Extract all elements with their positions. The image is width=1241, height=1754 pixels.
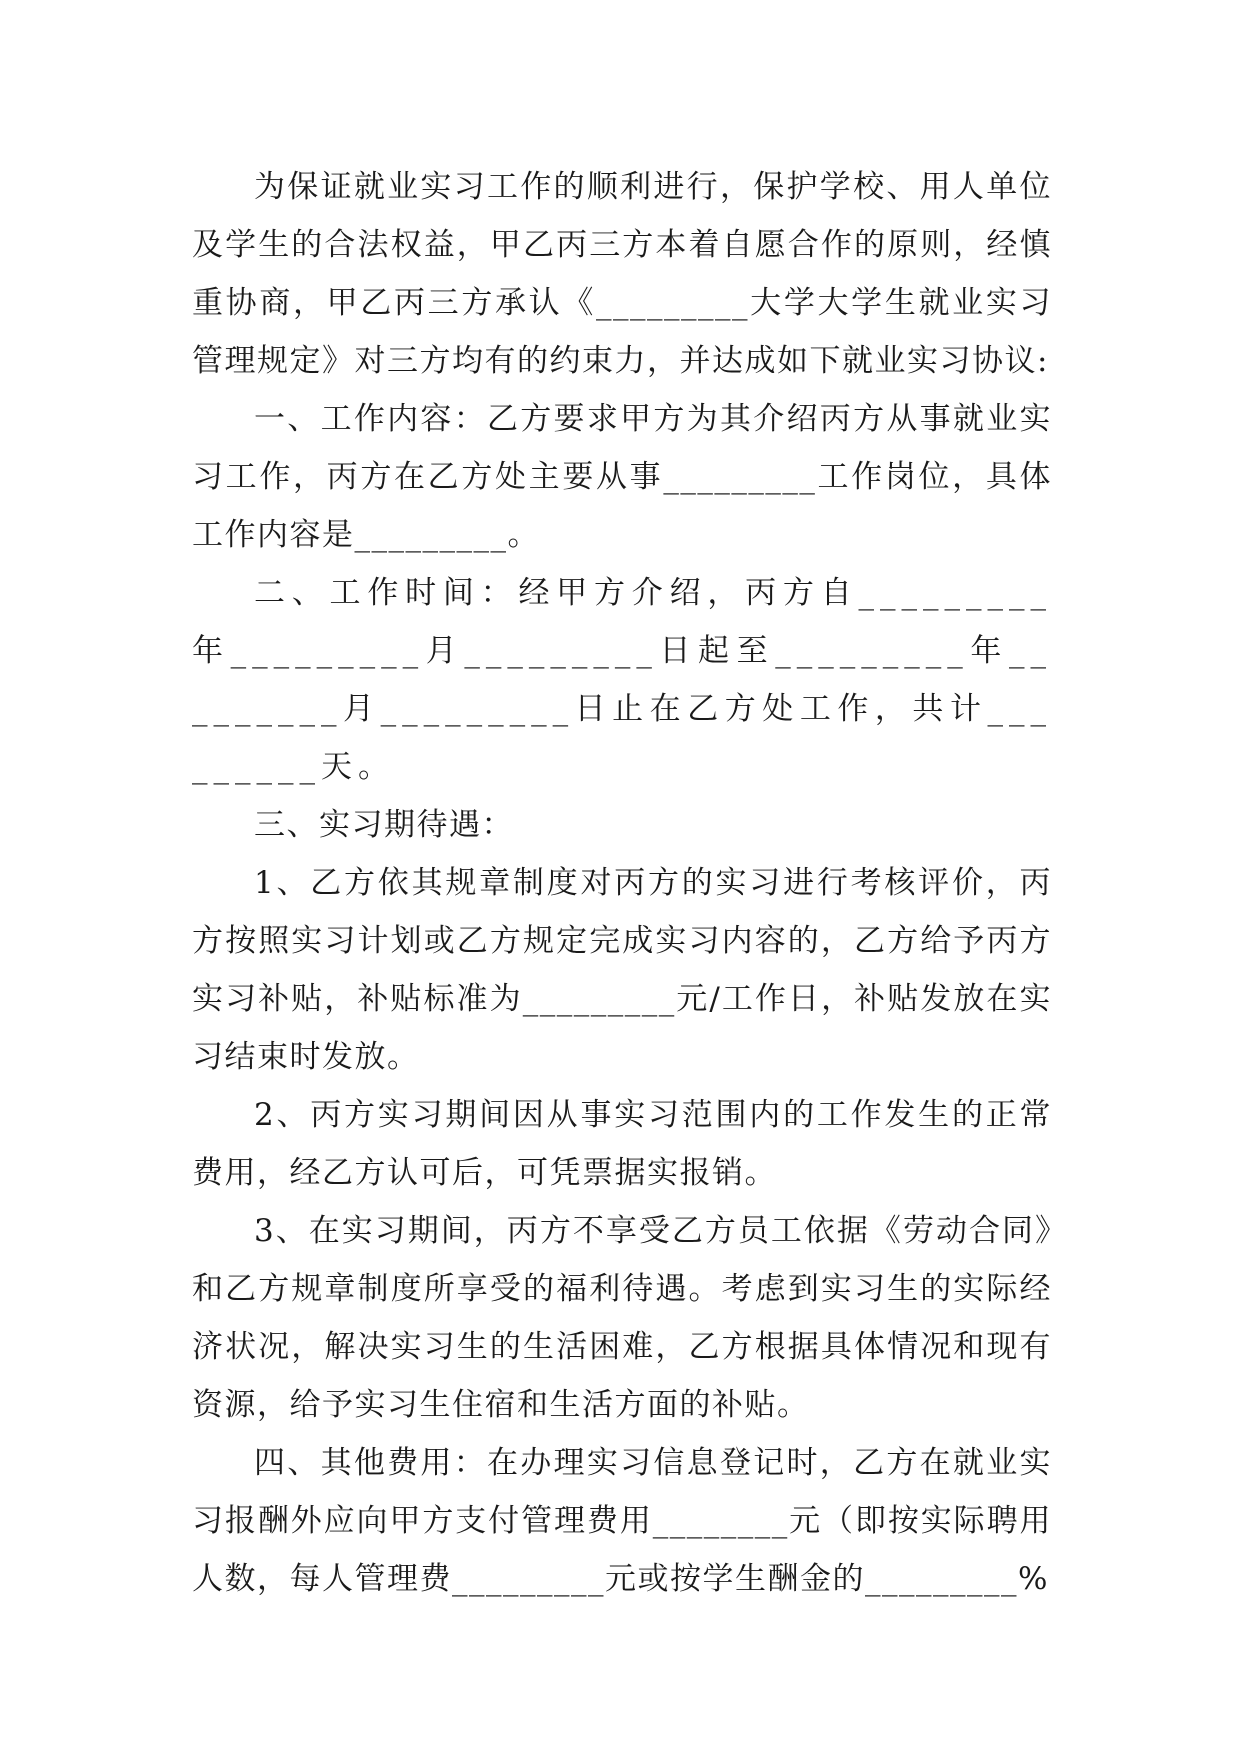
paragraph-internship-treatment-heading: 三、实习期待遇： [254,807,514,843]
paragraph-treatment-item-2: 2、丙方实习期间因从事实习范围内的工作发生的正常费用，经乙方认可后，可凭票据实报销。 [192,1097,1052,1191]
paragraph-work-time: 二、工作时间：经甲方介绍，丙方自_________年_________月_________日起至_________年_________月_________日止在乙方处工作，共计_________天。 [192,575,1052,785]
paragraph-treatment-item-3: 3、在实习期间，丙方不享受乙方员工依据《劳动合同》和乙方规章制度所享受的福利待遇。考虑到实习生的实际经济状况，解决实习生的生活困难，乙方根据具体情况和现有资源，给予实习生住宿和生活方面的补贴。 [192,1213,1052,1423]
paragraph-treatment-item-1: 1、乙方依其规章制度对丙方的实习进行考核评价，丙方按照实习计划或乙方规定完成实习内容的，乙方给予丙方实习补贴，补贴标准为_________元/工作日，补贴发放在实习结束时发放。 [192,865,1052,1075]
paragraph-work-content: 一、工作内容：乙方要求甲方为其介绍丙方从事就业实习工作，丙方在乙方处主要从事_________工作岗位，具体工作内容是_________。 [192,401,1052,553]
document-body [192,158,1052,1608]
paragraph-other-fees: 四、其他费用：在办理实习信息登记时，乙方在就业实习报酬外应向甲方支付管理费用________元（即按实际聘用人数，每人管理费_________元或按学生酬金的_________% [192,1445,1052,1597]
paragraph-preamble: 为保证就业实习工作的顺利进行，保护学校、用人单位及学生的合法权益，甲乙丙三方本着自愿合作的原则，经慎重协商，甲乙丙三方承认《_________大学大学生就业实习管理规定》对三方均有的约束力，并达成如下就业实习协议: [192,169,1052,379]
